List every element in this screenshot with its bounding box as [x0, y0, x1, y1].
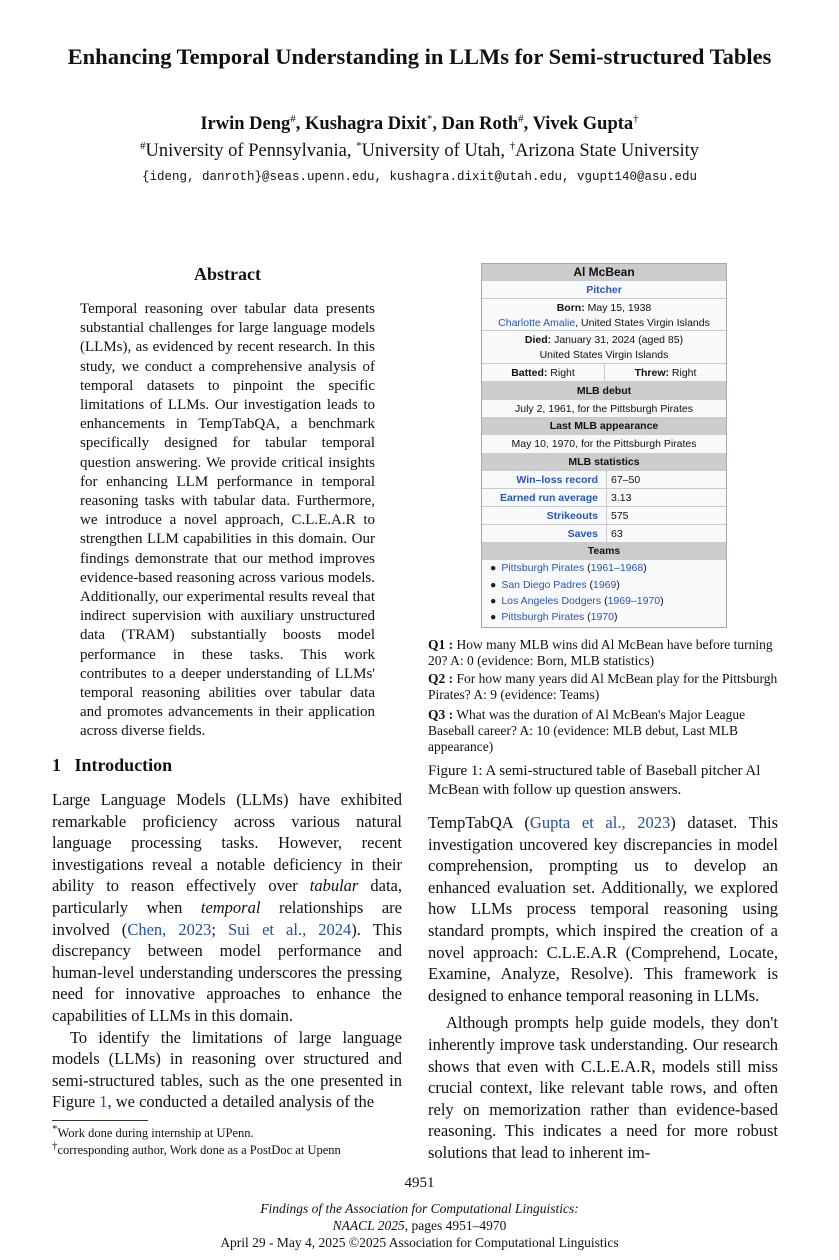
team-link[interactable]: Los Angeles Dodgers [501, 595, 602, 607]
years-link[interactable]: 1969 [593, 579, 617, 591]
stat-label-link[interactable]: Earned run average [499, 492, 598, 504]
paren: ) [643, 562, 647, 574]
stat-label-link[interactable]: Saves [567, 528, 598, 540]
born-date: May 15, 1938 [587, 302, 652, 314]
paper-title: Enhancing Temporal Understanding in LLMs for Semi-structured Tables [67, 44, 772, 69]
affiliations [0, 141, 839, 162]
field-label: Born: [556, 302, 585, 314]
team-link[interactable]: San Diego Padres [501, 579, 587, 591]
figure-caption: Figure 1: A semi-structured table of Baseball pitcher Al McBean with follow up question answers. [428, 763, 761, 798]
text-run: TempTabQA ( [428, 813, 530, 832]
team-list-item [490, 562, 647, 574]
emphasis: temporal [200, 897, 261, 917]
stat-value: 575 [606, 507, 629, 524]
bullet-icon: ● [490, 595, 497, 607]
affiliation: University of Utah, [361, 141, 505, 161]
figure-ref-link[interactable]: 1 [99, 1092, 108, 1112]
intro-paragraph-2 [52, 1027, 402, 1113]
right-paragraph-1 [428, 812, 778, 1006]
venue-dates: April 29 - May 4, 2025 ©2025 Association for Computational Linguistics [220, 1235, 619, 1250]
field-label: Threw: [634, 367, 669, 379]
right-column-body [428, 812, 778, 1164]
citation-link[interactable]: Chen, 2023 [127, 919, 212, 939]
text-run: ) dataset. This investigation uncovered key discrepancies in model comprehension, prompting us to develop an enhanced evaluation set. Additionally, we explored how LLMs process temporal reasoning using standard prompts, which inspired the creation of a novel approach: C.L.E.A.R (Comprehend, Locate, Examine, Analyze, Resolve). This framework is designed to enhance temporal reasoning in LLMs. [428, 813, 778, 1005]
infobox-position-link[interactable]: Pitcher [482, 281, 726, 299]
infobox-bat-throw-row [482, 364, 726, 382]
stat-row [482, 525, 726, 543]
author-mark: # [518, 112, 524, 125]
venue-info [0, 1200, 839, 1251]
question-1 [428, 637, 780, 669]
bullet-icon: ● [490, 611, 497, 623]
stat-label-link[interactable]: Win–loss record [516, 474, 598, 486]
affil-mark: # [139, 139, 146, 152]
stat-label-link[interactable]: Strikeouts [546, 510, 598, 522]
team-link[interactable]: Pittsburgh Pirates [501, 562, 585, 574]
infobox-debut-value: July 2, 1961, for the Pittsburgh Pirates [482, 400, 726, 418]
citation-link[interactable]: Gupta et al., 2023 [529, 813, 671, 832]
stat-row [482, 507, 726, 525]
team-list-item [490, 595, 664, 607]
batted-value: Right [550, 367, 575, 379]
footnote-mark: * [52, 1122, 58, 1135]
birthplace-rest: , United States Virgin Islands [575, 317, 710, 329]
author-mark: † [633, 112, 639, 125]
author-mark: * [426, 112, 433, 125]
stat-row [482, 471, 726, 489]
author-list: Irwin Deng#, Kushagra Dixit*, Dan Roth#, Vivek Gupta† [200, 112, 639, 134]
text-run: ). This discrepancy between model performance and human-level understanding underscores the pressing need for innovative approaches to enhance the capabilities of LLMs in this domain. [52, 919, 403, 1025]
team-list-item [490, 579, 620, 591]
stat-value: 3.13 [606, 489, 631, 506]
years-link[interactable]: 1961–1968 [590, 562, 644, 574]
stat-row [482, 489, 726, 507]
bullet-icon: ● [490, 562, 497, 574]
infobox-last-header: Last MLB appearance [482, 418, 726, 435]
text-run: , we conducted a detailed analysis of the [107, 1092, 375, 1112]
footnote-2 [52, 1139, 407, 1158]
affiliation: Arizona State University [515, 141, 700, 161]
footnote-mark: † [52, 1139, 58, 1152]
question-label: Q2 : [428, 671, 454, 686]
text-run: Large Language Models (LLMs) have exhibited remarkable proficiency across various natural language processing tasks. However, recent investigations reveal a notable deficiency in their ability to reason effectively over [52, 790, 402, 896]
affil-mark: † [509, 139, 516, 152]
page-number: 4951 [404, 1175, 435, 1191]
died-date: January 31, 2024 (aged 85) [554, 334, 684, 346]
question-text: How many MLB wins did Al McBean have before turning 20? A: 0 (evidence: Born, MLB statistics) [428, 637, 773, 668]
died-place: United States Virgin Islands [539, 349, 669, 361]
infobox-title: Al McBean [482, 264, 726, 281]
emphasis: tabular [309, 876, 359, 896]
paren: ( [584, 562, 591, 574]
venue-name: NAACL 2025 [332, 1218, 405, 1233]
infobox-last-value: May 10, 1970, for the Pittsburgh Pirates [482, 435, 726, 454]
birthplace-link[interactable]: Charlotte Amalie [498, 317, 576, 329]
paren: ) [660, 595, 664, 607]
affiliation: University of Pennsylvania, [145, 141, 352, 161]
team-link[interactable]: Pittsburgh Pirates [501, 611, 585, 623]
infobox-teams-header: Teams [482, 543, 726, 560]
text-run: ; [211, 919, 228, 939]
infobox-debut-header: MLB debut [482, 382, 726, 400]
author-name: Irwin Deng [200, 114, 291, 134]
abstract-body: Temporal reasoning over tabular data presents substantial challenges for large language models (LLMs), as evidenced by recent research. In this study, we conduct a comprehensive analysis of temporal datasets to pinpoint the specific limitations of LLMs. Our investigation leads to enhancements in TempTabQA, a benchmark specifically designed for tabular temporal question answering. We provide critical insights for enhancing LLM performance in temporal reasoning tasks with tabular data. Furthermore, we introduce a novel approach, C.L.E.A.R to strengthen LLM capabilities in this domain. Our findings demonstrate that our method improves evidence-based reasoning across various models. Additionally, our experimental results reveal that indirect supervision with auxiliary unstructured data (TRAM) substantially boosts model performance in these tasks. This work contributes to a deeper understanding of LLMs' temporal reasoning abilities over tabular data and promotes advancements in their application across diverse fields. [80, 301, 375, 740]
footnote-text: corresponding author, Work done as a PostDoc at Upenn [57, 1143, 341, 1157]
question-3 [428, 707, 780, 755]
author-name: Dan Roth [441, 114, 519, 134]
field-label: Batted: [511, 367, 548, 379]
question-text: For how many years did Al McBean play for the Pittsburgh Pirates? A: 9 (evidence: Teams) [428, 671, 778, 702]
right-paragraph-2: Although prompts help guide models, they don't inherently improve task understanding. Our research shows that even with C.L.E.A.R, models still miss crucial context, like relevant table rows, and often rely on memorization rather than evidence-based reasoning. This indicates a need for more robust solutions that lead to inherent im- [428, 1013, 778, 1162]
question-label: Q3 : [428, 707, 454, 722]
infobox-table [481, 263, 727, 628]
infobox-died-row [482, 331, 726, 364]
author-name: Kushagra Dixit [305, 114, 427, 134]
infobox-stats-header: MLB statistics [482, 454, 726, 471]
venue-line: Findings of the Association for Computational Linguistics: [260, 1201, 579, 1216]
footnote-1 [52, 1122, 407, 1141]
footnote-text: Work done during internship at UPenn. [57, 1126, 254, 1140]
infobox-born-row [482, 299, 726, 331]
section-heading-introduction: 1 Introduction [52, 755, 173, 775]
introduction-body [52, 789, 402, 1113]
author-emails: {ideng, danroth}@seas.upenn.edu, kushagra.dixit@utah.edu, vgupt140@asu.edu [141, 170, 698, 184]
question-label: Q1 : [428, 637, 454, 652]
paren: ( [601, 595, 608, 607]
text-run: To identify the limitations of large language models (LLMs) in reasoning over structured and semi-structured tables, such as the one presented in Figure [52, 1027, 402, 1112]
team-list-item [490, 611, 618, 623]
abstract-heading: Abstract [194, 264, 261, 284]
stat-value: 63 [606, 525, 623, 542]
author-mark: # [290, 112, 296, 125]
paren: ) [614, 611, 618, 623]
field-label: Died: [524, 334, 552, 346]
text-run: relationships are involved ( [52, 897, 402, 939]
intro-paragraph-1 [52, 789, 402, 1027]
threw-value: Right [671, 367, 697, 379]
venue-pages: , pages 4951–4970 [404, 1218, 507, 1233]
author-name: Vivek Gupta [532, 114, 634, 134]
paren: ( [586, 579, 593, 591]
bullet-icon: ● [490, 579, 497, 591]
affil-mark: * [356, 139, 362, 152]
footnote-rule [52, 1120, 148, 1121]
paren: ( [584, 611, 591, 623]
years-link[interactable]: 1969–1970 [607, 595, 661, 607]
years-link[interactable]: 1970 [590, 611, 614, 623]
paren: ) [616, 579, 620, 591]
text-run: data, particularly when [52, 876, 402, 917]
stat-value: 67–50 [606, 471, 640, 488]
question-text: What was the duration of Al McBean's Major League Baseball career? A: 10 (evidence: MLB debut, Last MLB appearance) [428, 707, 746, 754]
citation-link[interactable]: Sui et al., 2024 [228, 919, 352, 939]
question-2 [428, 671, 780, 703]
